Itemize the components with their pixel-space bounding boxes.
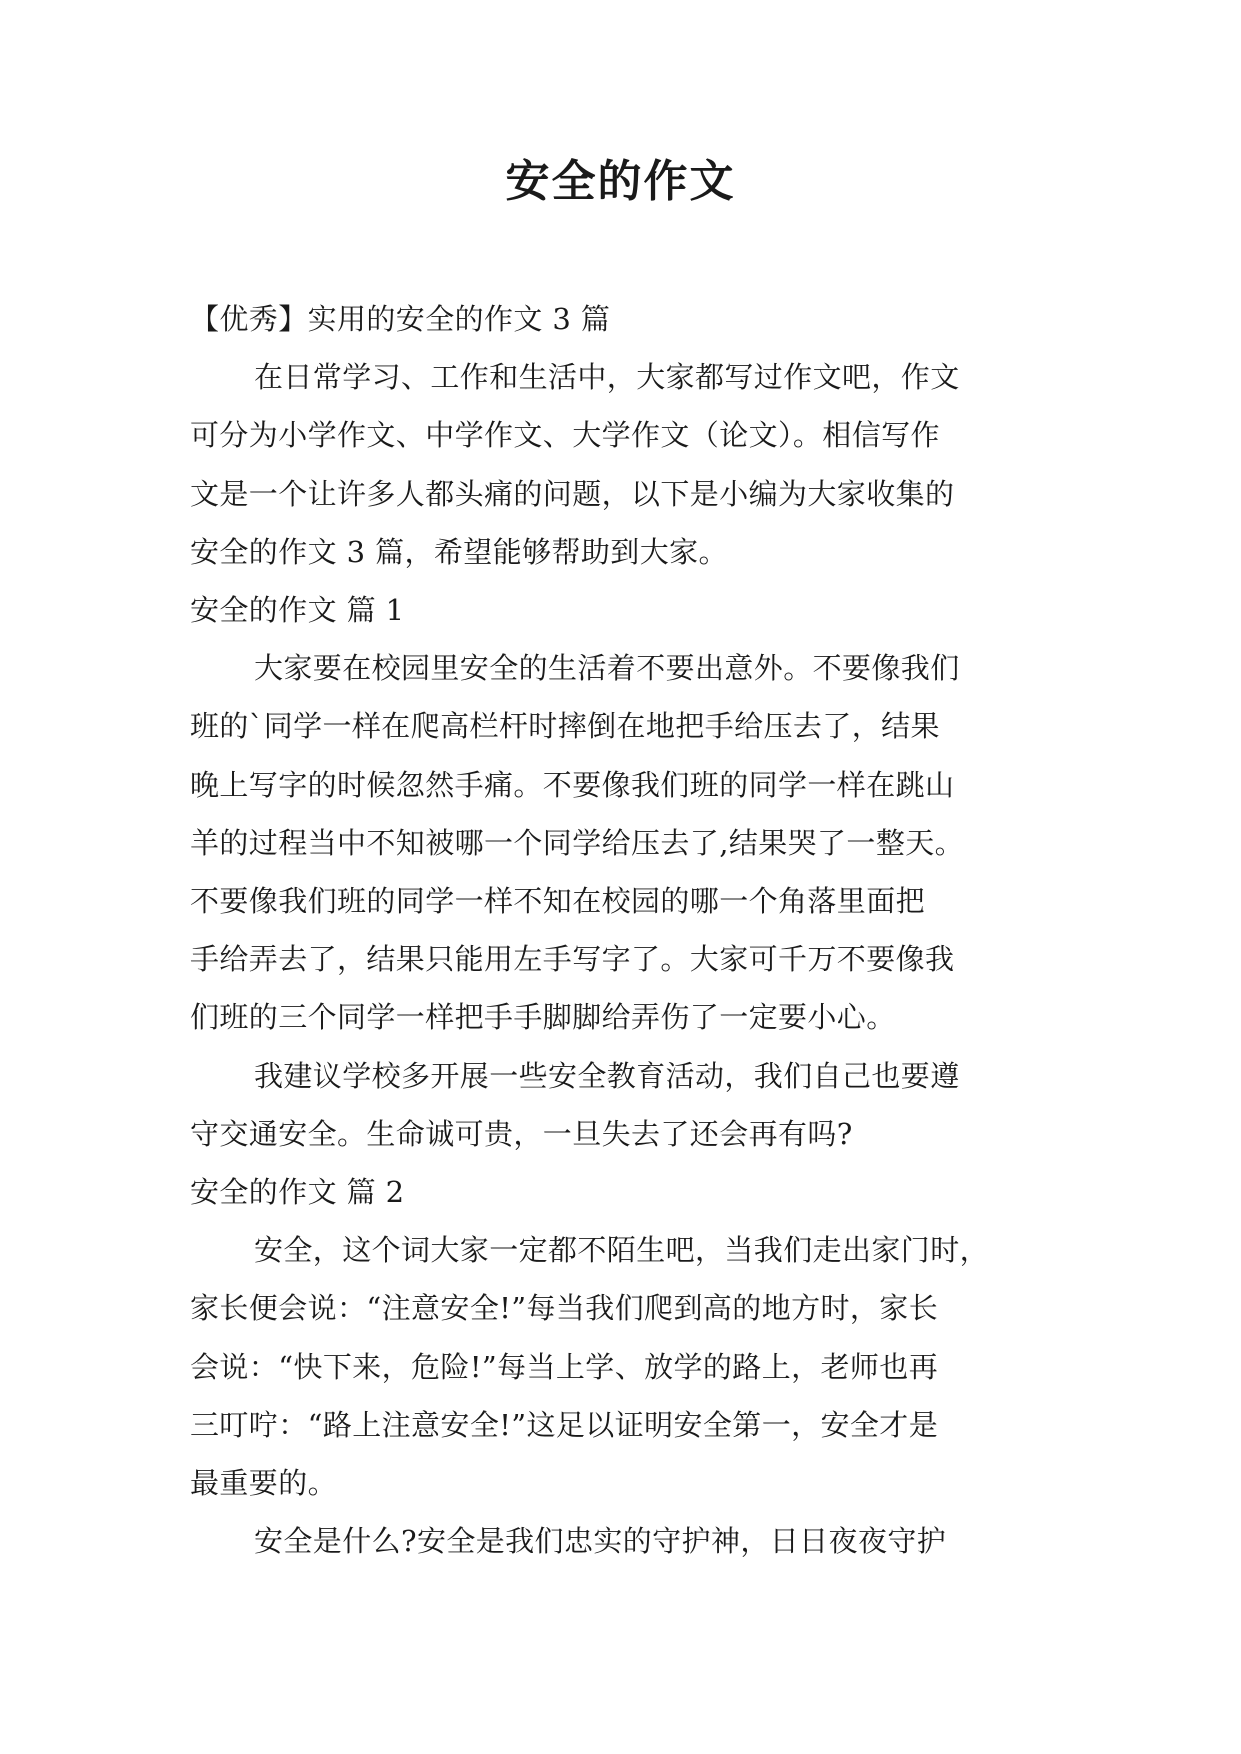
section-heading-1: 安全的作文 篇 1 [190,593,405,628]
text-line: 安全的作文 3 篇，希望能够帮助到大家。 [190,534,728,569]
intro-paragraph [190,348,1054,581]
section1-paragraph-2 [190,1047,1054,1163]
text-line: 班的`同学一样在爬高栏杆时摔倒在地把手给压去了，结果 [190,709,940,744]
text-line: 在日常学习、工作和生活中，大家都写过作文吧，作文 [254,360,960,395]
text-line: 会说：“快下来，危险!”每当上学、放学的路上，老师也再 [190,1349,939,1384]
text-line: 三叮咛：“路上注意安全!”这足以证明安全第一，安全才是 [190,1407,939,1442]
section2-paragraph-1 [190,1221,1054,1512]
text-line: 家长便会说：“注意安全!”每当我们爬到高的地方时，家长 [190,1291,939,1326]
text-line: 羊的过程当中不知被哪一个同学给压去了,结果哭了一整天。 [190,825,965,860]
document-body [190,290,1054,1570]
section2-paragraph-2 [190,1512,1054,1570]
text-line: 手给弄去了，结果只能用左手写字了。大家可千万不要像我 [190,942,955,977]
text-line: 最重要的。 [190,1466,338,1501]
text-line: 晚上写字的时候忽然手痛。不要像我们班的同学一样在跳山 [190,767,955,802]
text-line: 安全，这个词大家一定都不陌生吧，当我们走出家门时， [254,1233,990,1268]
text-line: 可分为小学作文、中学作文、大学作文（论文）。相信写作 [190,418,940,453]
text-line: 们班的三个同学一样把手手脚脚给弄伤了一定要小心。 [190,1000,896,1035]
text-line: 守交通安全。生命诚可贵，一旦失去了还会再有吗? [190,1116,853,1151]
text-line: 大家要在校园里安全的生活着不要出意外。不要像我们 [254,651,960,686]
text-line: 安全是什么?安全是我们忠实的守护神，日日夜夜守护 [254,1524,947,1559]
section-heading-2: 安全的作文 篇 2 [190,1175,405,1210]
text-line: 文是一个让许多人都头痛的问题，以下是小编为大家收集的 [190,476,955,511]
document-subtitle: 【优秀】实用的安全的作文 3 篇 [190,302,611,336]
text-line: 不要像我们班的同学一样不知在校园的哪一个角落里面把 [190,884,926,919]
text-line: 我建议学校多开展一些安全教育活动，我们自己也要遵 [254,1058,960,1093]
section1-paragraph-1 [190,639,1054,1046]
page-title: 安全的作文 [505,156,736,207]
